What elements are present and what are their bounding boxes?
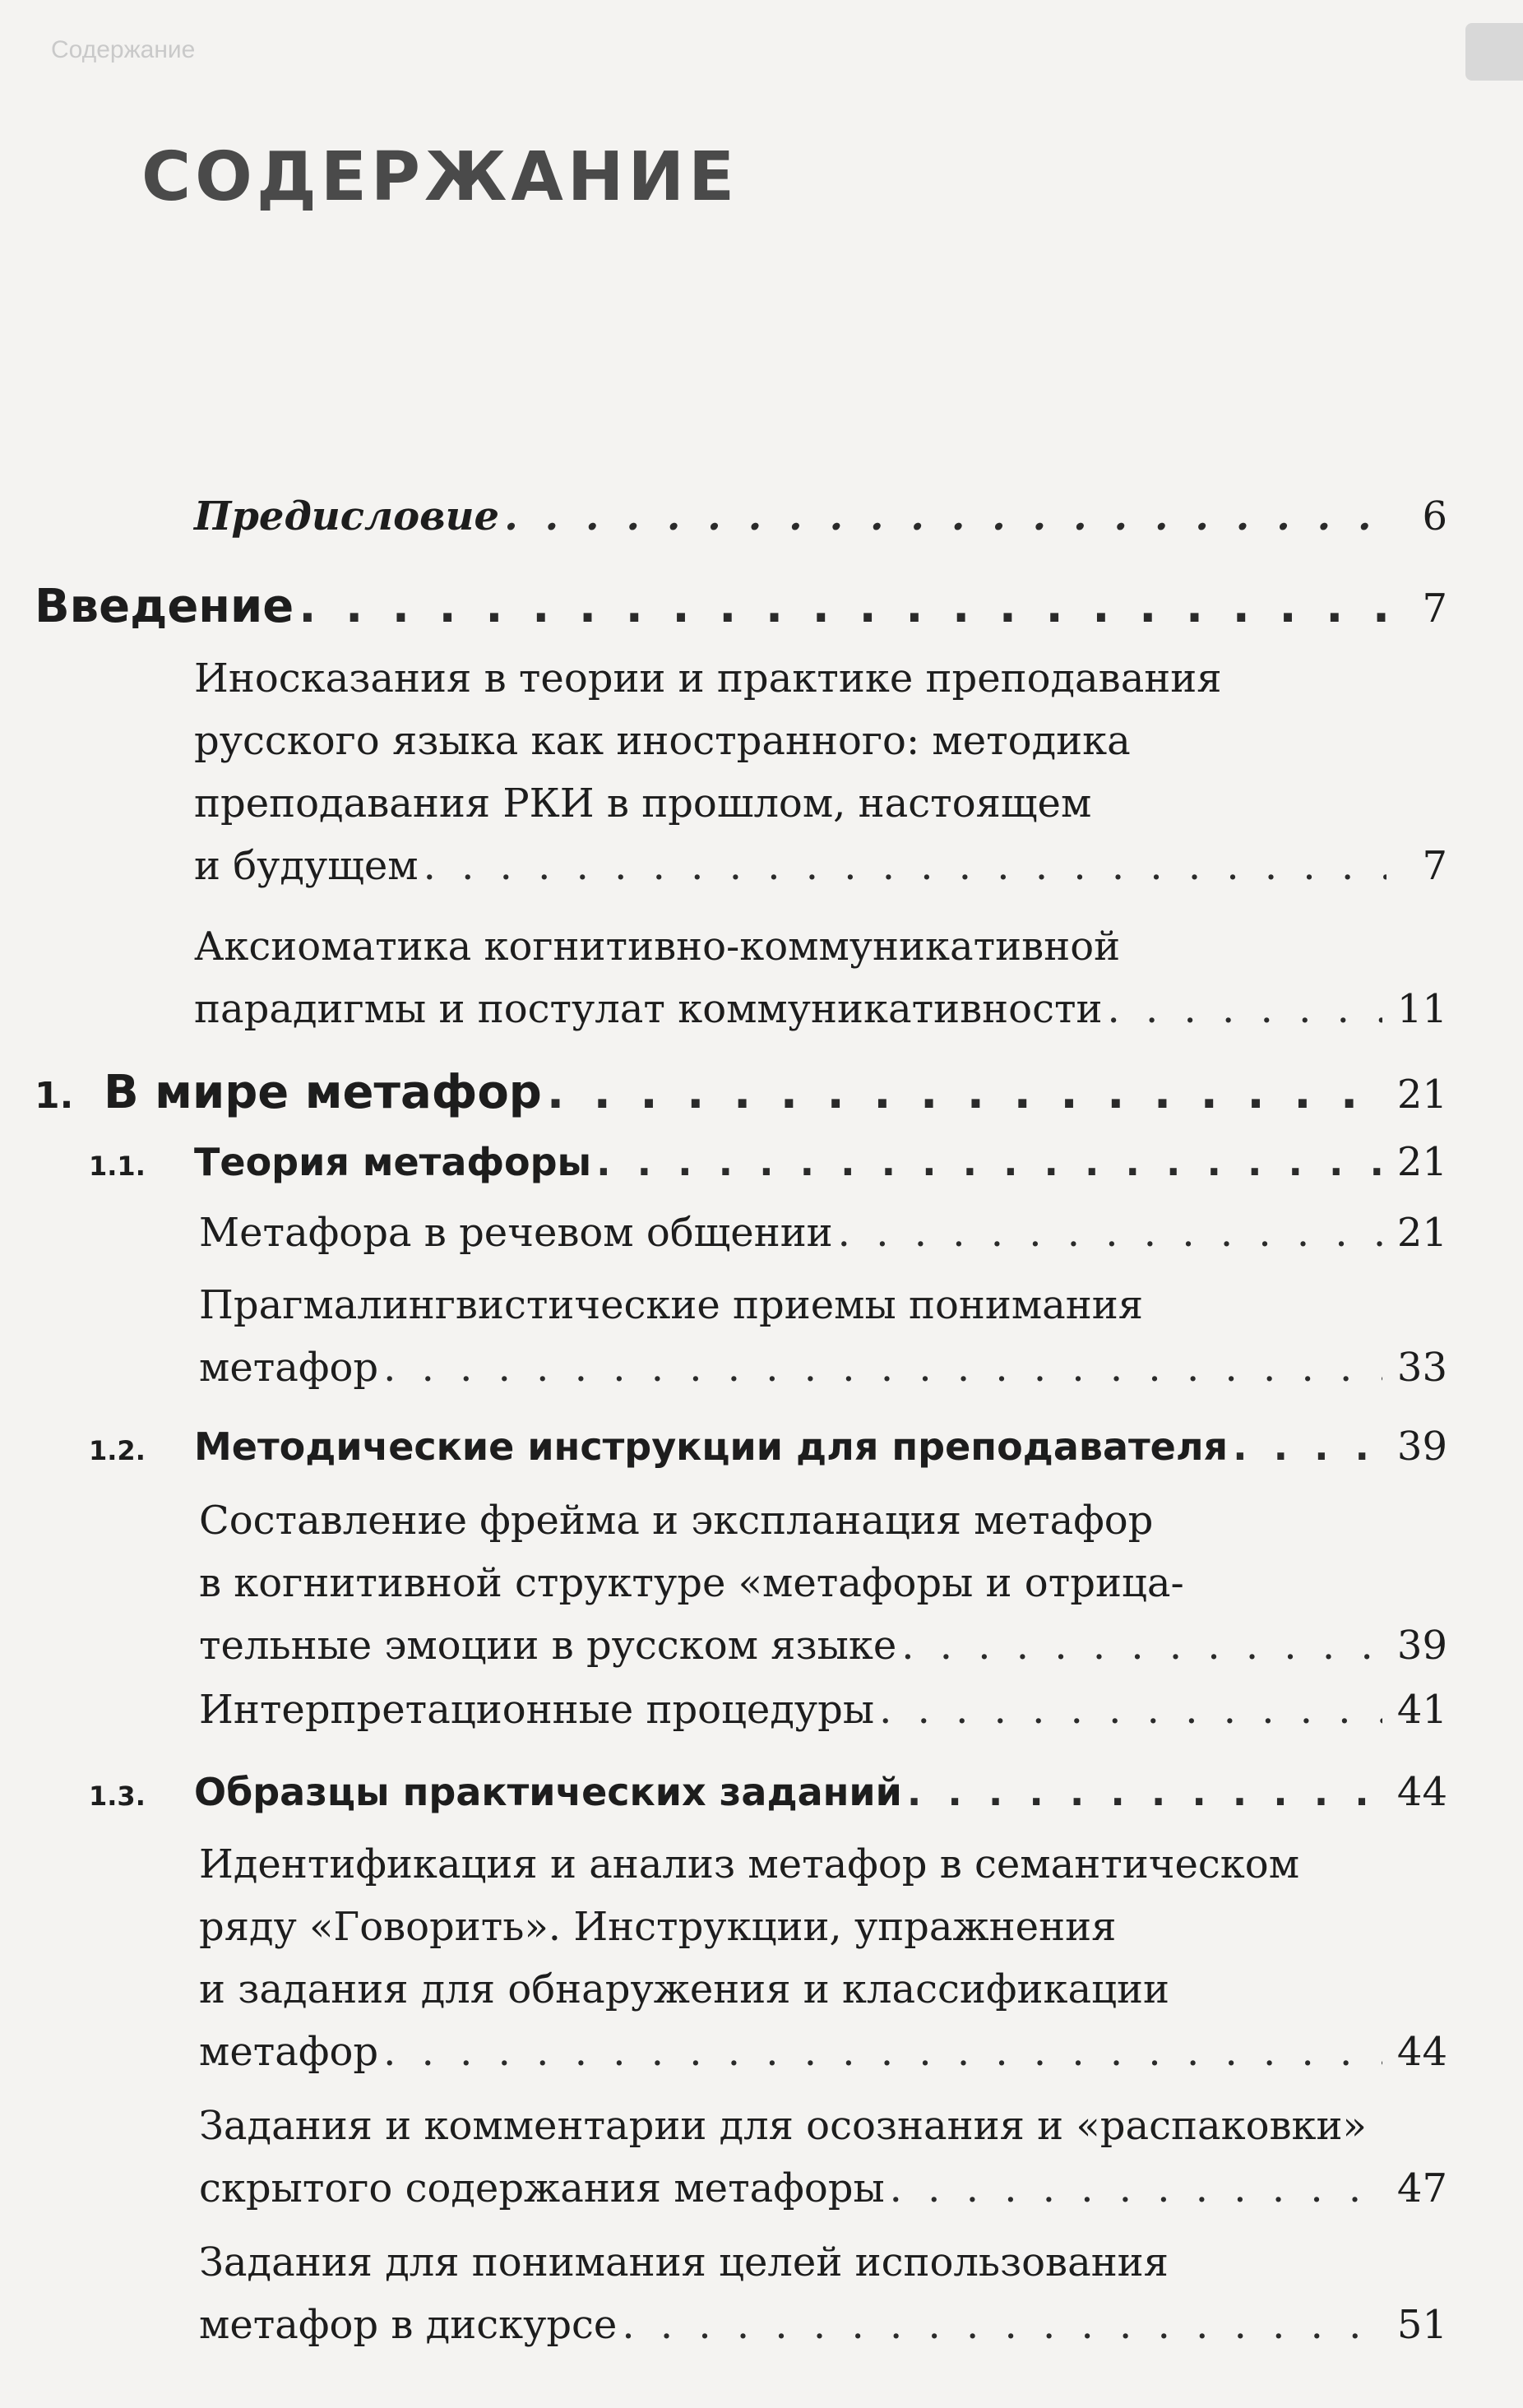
- toc-page-number: 11: [1396, 986, 1447, 1032]
- leader-dots: [504, 488, 1386, 545]
- toc-entry-1-3-c[interactable]: [199, 2296, 1447, 2354]
- toc-page-number: 21: [1396, 1139, 1447, 1185]
- leader-dots: [1108, 980, 1382, 1038]
- toc-entry-line: Иносказания в теории и практике преподавания: [194, 655, 1222, 702]
- toc-entry-line: преподавания РКИ в прошлом, настоящем: [194, 780, 1092, 827]
- toc-page-number: 21: [1396, 1210, 1447, 1256]
- toc-entry-line: Прагмалингвистические приемы понимания: [199, 1282, 1144, 1328]
- toc-entry-title: Интерпретационные процедуры: [199, 1687, 875, 1733]
- toc-entry-title: метафор: [199, 2029, 379, 2075]
- toc-page-number: 39: [1396, 1623, 1447, 1669]
- toc-entry-title: скрытого содержания метафоры: [199, 2165, 885, 2211]
- toc-page-number: 39: [1396, 1424, 1447, 1470]
- leader-dots: [838, 1204, 1382, 1262]
- toc-entry-1-1-a[interactable]: [199, 1204, 1447, 1262]
- leader-dots: [1233, 1418, 1382, 1475]
- leader-dots: [383, 1339, 1382, 1396]
- section-number: 1.2.: [89, 1435, 146, 1466]
- leader-dots: [547, 1064, 1382, 1122]
- toc-entry-preface[interactable]: [194, 488, 1447, 545]
- toc-entry-title: тельные эмоции в русском языке: [199, 1623, 897, 1669]
- toc-entry-line: в когнитивной структуре «метафоры и отрица-: [199, 1560, 1184, 1606]
- toc-entry-section-1-1[interactable]: [89, 1133, 1447, 1191]
- toc-entry-1-1-b[interactable]: [199, 1339, 1447, 1396]
- toc-entry-title: Метафора в речевом общении: [199, 1210, 833, 1256]
- page-title: СОДЕРЖАНИЕ: [141, 138, 739, 216]
- toc-entry-section-1-3[interactable]: [89, 1763, 1447, 1821]
- section-number: 1.1.: [89, 1151, 146, 1182]
- leader-dots: [901, 1617, 1382, 1674]
- toc-entry-intro[interactable]: [35, 578, 1447, 636]
- toc-entry-chapter-1[interactable]: [35, 1064, 1447, 1122]
- toc-entry-intro-1[interactable]: [194, 837, 1447, 895]
- toc-entry-line: Задания и комментарии для осознания и «распаковки»: [199, 2103, 1367, 2149]
- toc-entry-title: парадигмы и постулат коммуникативности: [194, 986, 1103, 1032]
- toc-entry-1-3-b[interactable]: [199, 2160, 1447, 2217]
- leader-dots: [596, 1133, 1382, 1191]
- leader-dots: [890, 2160, 1382, 2217]
- chapter-number: 1.: [35, 1075, 74, 1117]
- leader-dots: [907, 1763, 1382, 1821]
- toc-entry-title: В мире метафор: [104, 1066, 542, 1119]
- toc-entry-title: Введение: [35, 580, 294, 633]
- toc-entry-intro-2[interactable]: [194, 980, 1447, 1038]
- toc-entry-title: метафор в дискурсе: [199, 2302, 618, 2348]
- running-head: Содержание: [51, 36, 196, 63]
- toc-entry-line: Задания для понимания целей использования: [199, 2239, 1169, 2285]
- section-number: 1.3.: [89, 1781, 146, 1812]
- toc-entry-title: Методические инструкции для преподавателя: [194, 1424, 1229, 1469]
- toc-page-number: 44: [1396, 2029, 1447, 2075]
- toc-page-number: 7: [1422, 586, 1447, 632]
- toc-entry-title: Образцы практических заданий: [194, 1770, 902, 1814]
- toc-entry-line: и задания для обнаружения и классификации: [199, 1966, 1169, 2012]
- toc-entry-title: метафор: [199, 1345, 379, 1391]
- toc-entry-title: Теория метафоры: [194, 1140, 592, 1184]
- toc-entry-title: и будущем: [194, 843, 419, 889]
- toc-page-number: 41: [1396, 1687, 1447, 1733]
- leader-dots: [299, 578, 1386, 636]
- toc-entry-1-2-a[interactable]: [199, 1617, 1447, 1674]
- toc-entry-line: Идентификация и анализ метафор в семантическом: [199, 1841, 1300, 1887]
- toc-page-number: 7: [1422, 843, 1447, 889]
- toc-entry-line: Составление фрейма и экспланация метафор: [199, 1498, 1154, 1544]
- toc-page-number: 44: [1396, 1769, 1447, 1815]
- toc-page-number: 21: [1396, 1072, 1447, 1118]
- toc-entry-1-3-a[interactable]: [199, 2023, 1447, 2081]
- toc-page-number: 33: [1396, 1345, 1447, 1391]
- toc-entry-line: ряду «Говорить». Инструкции, упражнения: [199, 1904, 1117, 1950]
- toc-entry-section-1-2[interactable]: [89, 1418, 1447, 1475]
- toc-entry-title: Предисловие: [194, 493, 500, 539]
- toc-page-number: 6: [1422, 493, 1447, 539]
- leader-dots: [383, 2023, 1382, 2081]
- toc-entry-line: Аксиоматика когнитивно-коммуникативной: [194, 924, 1121, 970]
- toc-entry-1-2-b[interactable]: [199, 1681, 1447, 1739]
- leader-dots: [424, 837, 1386, 895]
- leader-dots: [622, 2296, 1382, 2354]
- toc-entry-line: русского языка как иностранного: методика: [194, 718, 1131, 764]
- toc-page-number: 51: [1396, 2302, 1447, 2348]
- leader-dots: [879, 1681, 1382, 1739]
- toc-page-number: 47: [1396, 2165, 1447, 2211]
